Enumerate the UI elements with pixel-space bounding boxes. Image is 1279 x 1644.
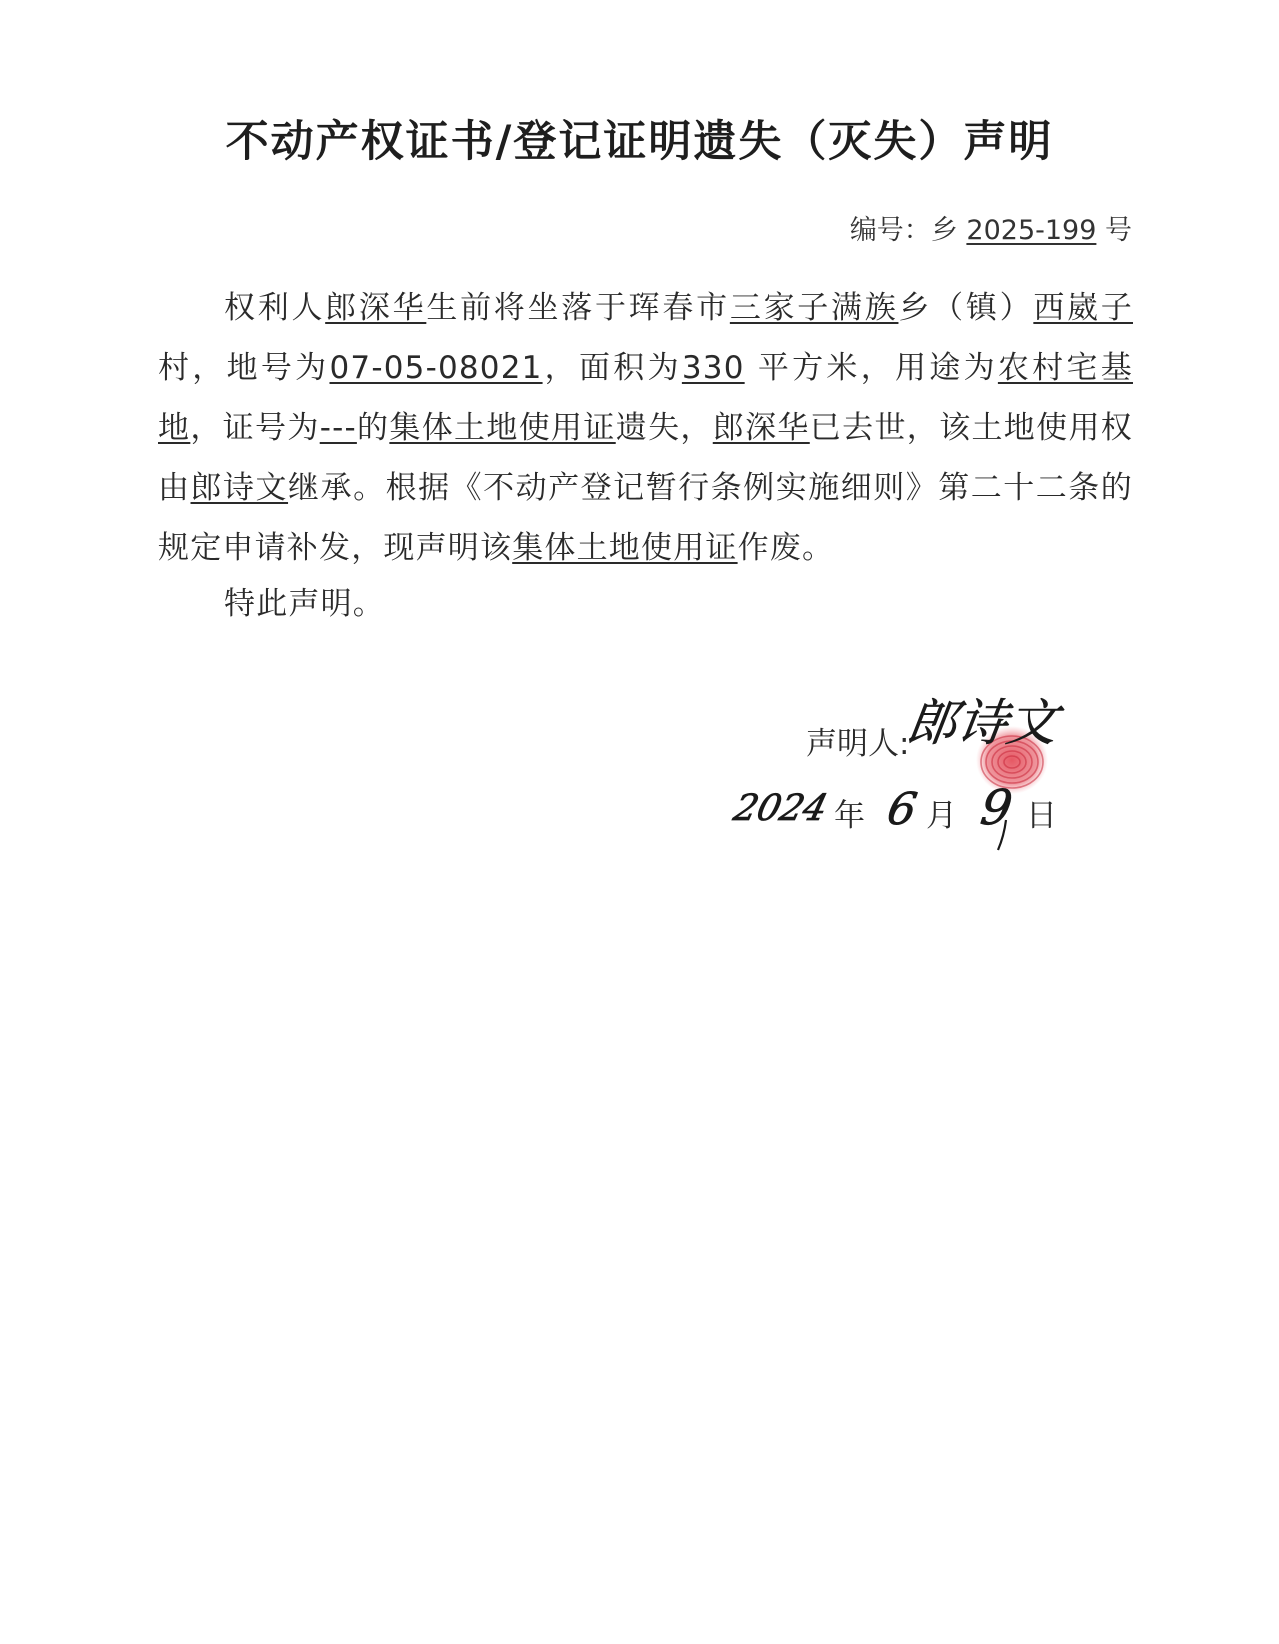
parcel-number: 07-05-08021 <box>329 350 543 386</box>
document-number-prefix: 乡 <box>930 215 958 246</box>
body-text-segment: ，面积为 <box>542 350 682 386</box>
body-text-segment: 遗失， <box>615 410 713 446</box>
year-label: 年 <box>834 798 865 834</box>
village-name: 西崴子 <box>1033 290 1133 326</box>
certificate-type-repeat: 集体土地使用证 <box>512 530 738 566</box>
body-text-segment: 的 <box>356 410 390 446</box>
heir-name: 郎诗文 <box>190 470 289 506</box>
right-holder-name-repeat: 郎深华 <box>712 410 810 446</box>
handwritten-signature <box>903 688 1080 780</box>
body-text-segment: 平方米，用途为 <box>757 350 998 386</box>
body-text-segment: 生前将坐落于珲春市 <box>426 290 730 326</box>
body-text-segment: 已去世，该土地使用权由 <box>158 410 1134 506</box>
body-text-segment: 作废。 <box>737 530 835 566</box>
svg-text:9: 9 <box>977 780 1016 836</box>
declarant-label: 声明人: <box>806 726 910 762</box>
body-text-segment: 权利人 <box>224 290 326 326</box>
closing-statement: 特此声明。 <box>224 586 385 622</box>
township-name: 三家子满族 <box>729 290 899 326</box>
certificate-number: --- <box>319 410 357 446</box>
day-label: 日 <box>1026 798 1057 834</box>
body-text-segment: 继承。根据《不动产登记暂行条例实施细则》第二十二条的规定申请补发，现声明该 <box>158 470 1133 566</box>
document-number-value: 2025-199 <box>966 215 1097 246</box>
land-usage: 农村宅基地 <box>158 350 1133 446</box>
document-title: 不动产权证书/登记证明遗失（灭失）声明 <box>225 117 1054 167</box>
svg-text:6: 6 <box>883 784 921 835</box>
svg-text:2024: 2024 <box>729 786 832 829</box>
body-text-segment: 村，地号为 <box>158 350 330 386</box>
document-number <box>850 208 1132 247</box>
signature-name: 郎诗文 <box>903 693 1062 752</box>
handwritten-year <box>729 780 836 830</box>
declaration-paragraph <box>158 278 1133 578</box>
declaration-body <box>158 278 1133 578</box>
document-number-label: 编号： <box>849 215 931 246</box>
document-number-suffix: 号 <box>1105 215 1132 246</box>
body-text-segment: ，证号为 <box>190 410 320 446</box>
body-text-segment: 乡（镇） <box>898 290 1034 326</box>
month-label: 月 <box>926 798 957 834</box>
handwritten-month <box>883 776 928 836</box>
handwritten-day <box>977 774 1024 854</box>
certificate-type: 集体土地使用证 <box>389 410 616 446</box>
land-area: 330 <box>681 350 745 386</box>
right-holder-name: 郎深华 <box>325 290 427 326</box>
